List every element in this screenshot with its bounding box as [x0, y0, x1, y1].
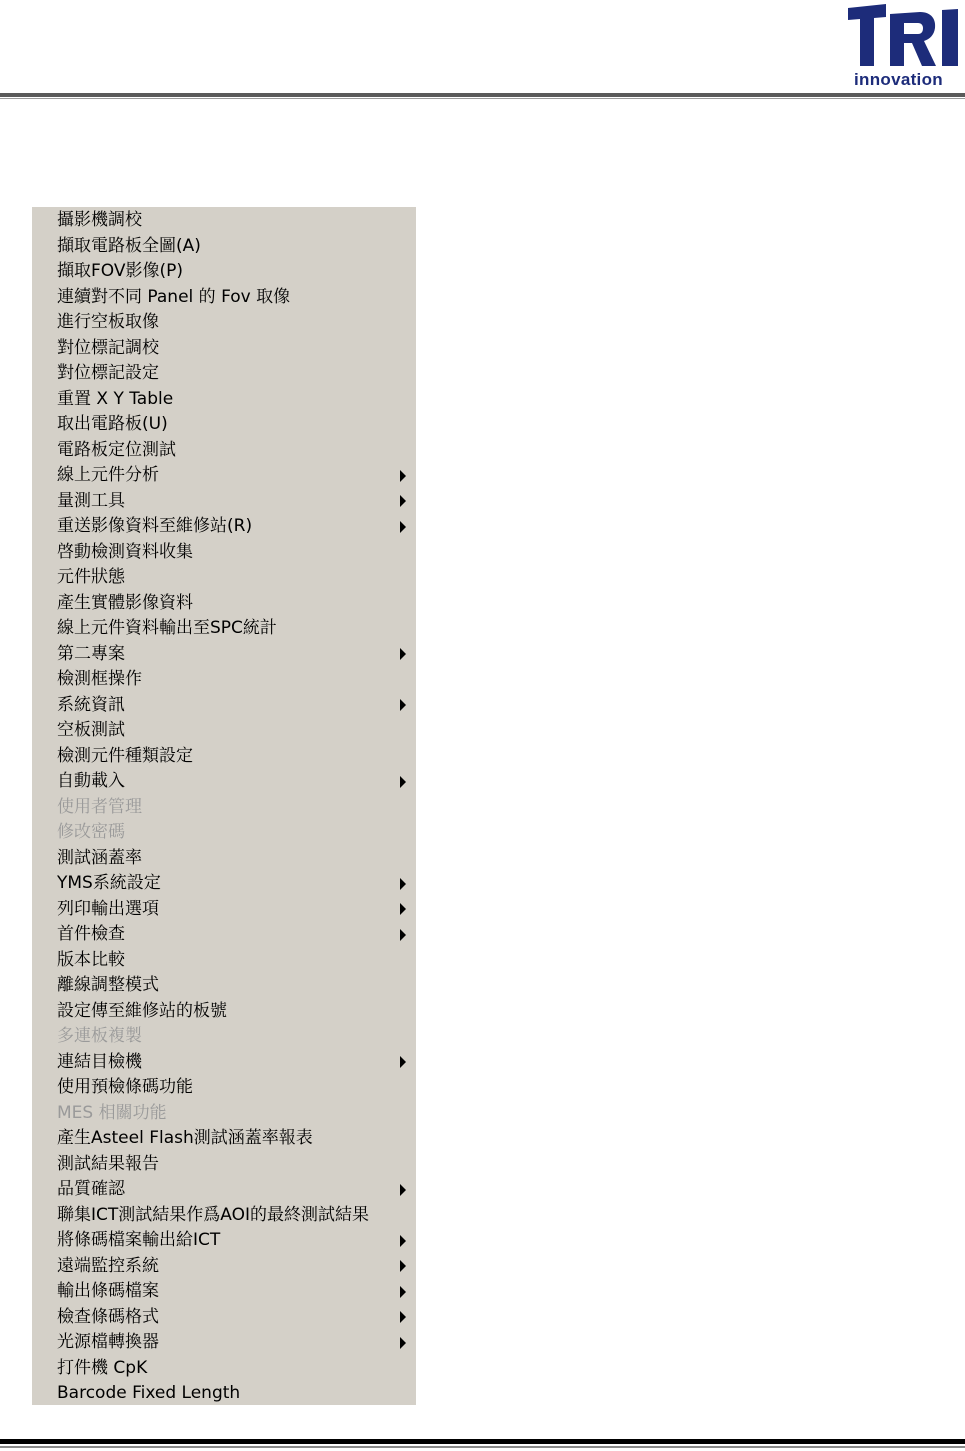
- tri-innovation-logo: [848, 4, 963, 90]
- menu-item-label: 產生實體影像資料: [57, 592, 193, 613]
- menu-item: [32, 795, 416, 821]
- menu-item[interactable]: [32, 1177, 416, 1203]
- menu-item[interactable]: [32, 208, 416, 234]
- menu-item-label: 重置 X Y Table: [57, 388, 174, 409]
- submenu-arrow-icon: [400, 776, 406, 788]
- menu-item-label: 多連板複製: [57, 1026, 142, 1046]
- logo-tagline: innovation: [854, 70, 943, 89]
- menu-item[interactable]: [32, 1279, 416, 1305]
- menu-item-label: 品質確認: [57, 1179, 125, 1199]
- submenu-arrow-icon: [400, 903, 406, 915]
- menu-item-label: 檢測元件種類設定: [57, 745, 193, 766]
- footer-rule-thin: [0, 1446, 965, 1448]
- menu-item[interactable]: [32, 1050, 416, 1076]
- submenu-arrow-icon: [400, 1286, 406, 1298]
- menu-item-label: 連結目檢機: [57, 1051, 142, 1072]
- menu-item-label: YMS系統設定: [57, 873, 161, 893]
- menu-item[interactable]: [32, 591, 416, 617]
- menu-item-label: 系統資訊: [57, 694, 125, 715]
- menu-item-label: 線上元件分析: [57, 465, 159, 485]
- menu-item-label: 首件檢查: [57, 924, 125, 944]
- menu-item-label: 取出電路板(U): [57, 414, 168, 434]
- menu-item-label: 線上元件資料輸出至SPC統計: [57, 618, 277, 638]
- menu-item-label: 測試涵蓋率: [57, 847, 142, 868]
- submenu-arrow-icon: [400, 1235, 406, 1247]
- menu-item[interactable]: [32, 336, 416, 362]
- menu-item[interactable]: [32, 1075, 416, 1101]
- menu-item[interactable]: [32, 897, 416, 923]
- menu-item-label: 設定傳至維修站的板號: [57, 1000, 227, 1021]
- submenu-arrow-icon: [400, 1056, 406, 1068]
- tri-logo-mark: [848, 4, 963, 70]
- menu-item[interactable]: [32, 1305, 416, 1331]
- submenu-arrow-icon: [400, 878, 406, 890]
- submenu-arrow-icon: [400, 1260, 406, 1272]
- menu-item-label: 空板測試: [57, 720, 125, 740]
- header-rule-thin: [0, 98, 965, 99]
- menu-item-label: 元件狀態: [57, 567, 125, 587]
- menu-item-label: 遠端監控系統: [57, 1255, 159, 1276]
- menu-item-label: Barcode Fixed Length: [57, 1383, 241, 1403]
- submenu-arrow-icon: [400, 929, 406, 941]
- menu-item-label: 攝影機調校: [57, 210, 142, 230]
- menu-item-label: 離線調整模式: [57, 975, 159, 995]
- menu-item[interactable]: [32, 948, 416, 974]
- submenu-arrow-icon: [400, 495, 406, 507]
- menu-item-label: 連續對不同 Panel 的 Fov 取像: [57, 286, 291, 307]
- menu-item-label: 對位標記調校: [57, 337, 159, 358]
- menu-item[interactable]: [32, 1126, 416, 1152]
- context-menu: [32, 207, 416, 1405]
- menu-item[interactable]: [32, 667, 416, 693]
- menu-item-label: 檢測框操作: [57, 669, 142, 689]
- menu-item-label: 將條碼檔案輸出給ICT: [57, 1230, 221, 1250]
- menu-item[interactable]: [32, 1203, 416, 1229]
- menu-item: [32, 1024, 416, 1050]
- submenu-arrow-icon: [400, 1337, 406, 1349]
- menu-item[interactable]: [32, 769, 416, 795]
- menu-item-label: 輸出條碼檔案: [57, 1281, 159, 1301]
- menu-item[interactable]: [32, 514, 416, 540]
- menu-item-label: 產生Asteel Flash測試涵蓋率報表: [57, 1128, 313, 1148]
- submenu-arrow-icon: [400, 521, 406, 533]
- menu-item-label: 對位標記設定: [57, 363, 159, 383]
- submenu-arrow-icon: [400, 699, 406, 711]
- menu-item-label: 電路板定位測試: [57, 439, 176, 460]
- menu-item-label: 檢查條碼格式: [57, 1306, 159, 1327]
- menu-item-label: 擷取電路板全圖(A): [57, 235, 201, 256]
- menu-item[interactable]: [32, 285, 416, 311]
- menu-item[interactable]: [32, 999, 416, 1025]
- menu-item-label: 光源檔轉換器: [57, 1332, 159, 1352]
- menu-item-label: 使用者管理: [57, 796, 142, 817]
- menu-item[interactable]: [32, 387, 416, 413]
- menu-item-label: 打件機 CpK: [57, 1357, 148, 1378]
- menu-item[interactable]: [32, 922, 416, 948]
- menu-item-label: 使用預檢條碼功能: [57, 1077, 193, 1097]
- menu-item-label: 版本比較: [57, 949, 125, 970]
- menu-item[interactable]: [32, 1356, 416, 1382]
- menu-item[interactable]: [32, 846, 416, 872]
- menu-item[interactable]: [32, 540, 416, 566]
- menu-item[interactable]: [32, 616, 416, 642]
- menu-item[interactable]: [32, 565, 416, 591]
- menu-item-label: 進行空板取像: [57, 312, 159, 332]
- menu-item-label: MES 相關功能: [57, 1102, 167, 1123]
- header-rule: [0, 93, 965, 97]
- menu-item[interactable]: [32, 438, 416, 464]
- menu-item-label: 啓動檢測資料收集: [57, 541, 193, 562]
- submenu-arrow-icon: [400, 648, 406, 660]
- menu-item[interactable]: [32, 1152, 416, 1178]
- menu-item-label: 列印輸出選項: [57, 898, 159, 919]
- menu-item-label: 量測工具: [57, 490, 125, 511]
- menu-item[interactable]: [32, 718, 416, 744]
- menu-item: [32, 1101, 416, 1127]
- menu-item[interactable]: [32, 642, 416, 668]
- menu-item[interactable]: [32, 1330, 416, 1356]
- menu-item[interactable]: [32, 259, 416, 285]
- menu-item-label: 修改密碼: [57, 822, 125, 842]
- menu-item[interactable]: [32, 310, 416, 336]
- menu-item-label: 第二專案: [57, 643, 125, 664]
- menu-item-label: 擷取FOV影像(P): [57, 261, 184, 281]
- menu-item[interactable]: [32, 1381, 416, 1407]
- submenu-arrow-icon: [400, 1311, 406, 1323]
- menu-item[interactable]: [32, 1254, 416, 1280]
- menu-item-label: 自動載入: [57, 771, 125, 791]
- menu-item[interactable]: [32, 693, 416, 719]
- menu-item[interactable]: [32, 489, 416, 515]
- menu-item-label: 重送影像資料至維修站(R): [57, 516, 253, 536]
- menu-item-label: 聯集ICT測試結果作爲AOI的最終測試結果: [57, 1204, 369, 1225]
- menu-item[interactable]: [32, 871, 416, 897]
- menu-item[interactable]: [32, 744, 416, 770]
- footer-rule: [0, 1439, 965, 1444]
- menu-item: [32, 820, 416, 846]
- menu-item[interactable]: [32, 463, 416, 489]
- menu-item[interactable]: [32, 973, 416, 999]
- menu-item-label: 測試結果報告: [57, 1153, 159, 1174]
- menu-item[interactable]: [32, 361, 416, 387]
- menu-item[interactable]: [32, 1228, 416, 1254]
- submenu-arrow-icon: [400, 1184, 406, 1196]
- submenu-arrow-icon: [400, 470, 406, 482]
- menu-item[interactable]: [32, 412, 416, 438]
- menu-item[interactable]: [32, 234, 416, 260]
